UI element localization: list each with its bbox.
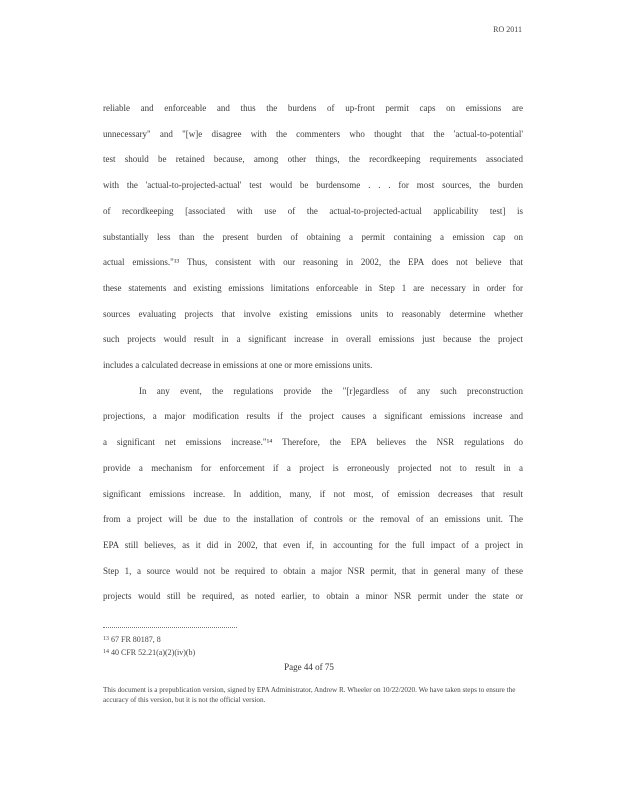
body-line: significant emissions increase. In addition, many, if not most, of emission decreases that result (103, 488, 523, 499)
header-code: RO 2011 (493, 25, 522, 34)
body-line: sources evaluating projects that involve existing emissions units to reasonably determine whether (103, 308, 523, 319)
body-line: reliable and enforceable and thus the burdens of up-front permit caps on emissions are (103, 103, 523, 113)
page-number: Page 44 of 75 (284, 662, 334, 672)
body-line: actual emissions."¹³ Thus, consistent with our reasoning in 2002, the EPA does not believe that (103, 257, 523, 268)
body-line: such projects would result in a significant increase in overall emissions just because the project (103, 334, 523, 345)
body-line: test should be retained because, among other things, the recordkeeping requirements associated (103, 154, 523, 165)
body-line: from a project will be due to the installation of controls or the removal of an emissions unit. The (103, 514, 523, 525)
footnote (103, 633, 195, 646)
body-line: of recordkeeping [associated with use of the actual-to-projected-actual applicability test] is (103, 205, 523, 216)
body-line: In any event, the regulations provide the "[r]egardless of any such preconstruction (139, 385, 523, 396)
footnotes (103, 633, 195, 659)
footnote-text: 67 FR 80187, 8 (111, 635, 161, 644)
footnote-divider (103, 627, 237, 628)
body-line: projects would still be required, as noted earlier, to obtain a minor NSR permit under the state or (103, 591, 523, 602)
body-line: unnecessary" and "[w]e disagree with the commenters who thought that the 'actual-to-potential' (103, 128, 523, 139)
body-line: a significant net emissions increase."¹⁴ Therefore, the EPA believes the NSR regulations do (103, 437, 523, 448)
footnote-text: 40 CFR 52.21(a)(2)(iv)(b) (111, 648, 196, 657)
footnote (103, 646, 195, 659)
body-text (103, 96, 523, 610)
body-line: EPA still believes, as it did in 2002, that even if, in accounting for the full impact of a project in (103, 539, 523, 550)
disclaimer-text: This document is a prepublication version, signed by EPA Administrator, Andrew R. Wheeler on 10/22/2020. We have taken steps to ensure the accuracy of this version, but it is not the official version. (103, 686, 516, 704)
footnote-mark: 14 (103, 649, 109, 655)
body-line: projections, a major modification results if the project causes a significant emissions increase and (103, 411, 523, 422)
body-line: Step 1, a source would not be required to obtain a major NSR permit, that in general many of these (103, 565, 523, 576)
footnote-mark: 13 (103, 636, 109, 642)
body-line: these statements and existing emissions limitations enforceable in Step 1 are necessary in order for (103, 282, 523, 293)
body-line: substantially less than the present burden of obtaining a permit containing a emission cap on (103, 231, 523, 242)
body-line: with the 'actual-to-projected-actual' test would be burdensome . . . for most sources, the burden (103, 180, 523, 191)
body-line: provide a mechanism for enforcement if a project is erroneously projected not to result in a (103, 462, 523, 473)
body-line: includes a calculated decrease in emissions at one or more emissions units. (103, 360, 373, 371)
